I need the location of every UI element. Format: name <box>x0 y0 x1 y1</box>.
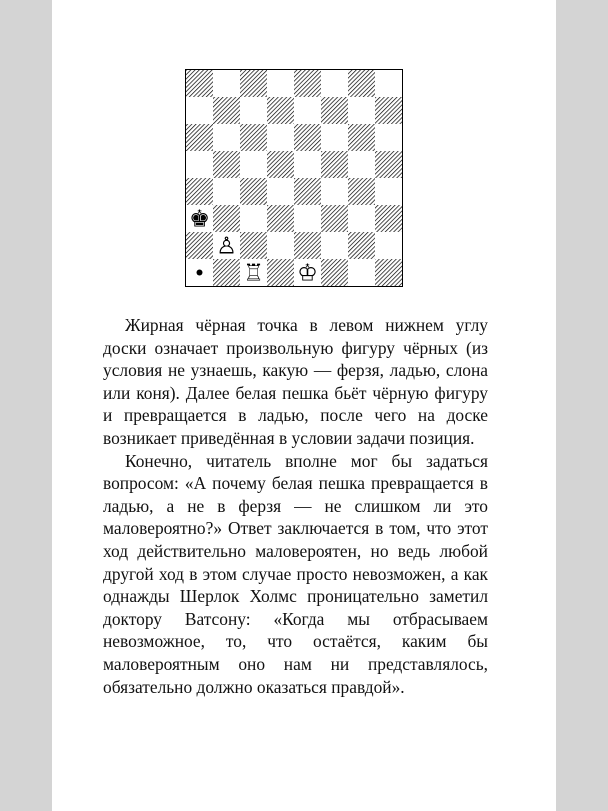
square-g7 <box>348 97 375 124</box>
white-rook-icon: ♖ <box>243 259 264 286</box>
square-f7 <box>321 97 348 124</box>
square-c2 <box>240 232 267 259</box>
square-b1 <box>213 259 240 286</box>
chess-board-svg <box>186 70 402 286</box>
square-h1 <box>375 259 402 286</box>
square-a5 <box>186 151 213 178</box>
black-king-icon: ♚ <box>189 205 210 233</box>
square-f4 <box>321 178 348 205</box>
square-a6 <box>186 124 213 151</box>
square-g3 <box>348 205 375 232</box>
square-e2 <box>294 232 321 259</box>
square-g4 <box>348 178 375 205</box>
square-d7 <box>267 97 294 124</box>
square-e7 <box>294 97 321 124</box>
square-a8 <box>186 70 213 97</box>
square-f6 <box>321 124 348 151</box>
square-c8 <box>240 70 267 97</box>
square-f3 <box>321 205 348 232</box>
square-g2 <box>348 232 375 259</box>
square-g1 <box>348 259 375 286</box>
square-c7 <box>240 97 267 124</box>
chess-board <box>185 69 403 287</box>
square-f5 <box>321 151 348 178</box>
square-b5 <box>213 151 240 178</box>
square-h3 <box>375 205 402 232</box>
square-e6 <box>294 124 321 151</box>
book-page <box>52 0 556 811</box>
square-g8 <box>348 70 375 97</box>
square-h8 <box>375 70 402 97</box>
square-h4 <box>375 178 402 205</box>
square-e4 <box>294 178 321 205</box>
paragraph-1: Жирная чёрная точка в левом нижнем углу доски означает произвольную фигуру чёрных (из условия не узнаешь, какую — ферзя, ладью, слона или коня). Далее белая пешка бьёт чёрную фигуру и превращается в ладью, после чего на доске возникает приведённая в условии задачи позиция. <box>103 315 488 448</box>
square-d3 <box>267 205 294 232</box>
black-dot-icon <box>197 270 203 276</box>
body-text <box>103 314 488 698</box>
square-e5 <box>294 151 321 178</box>
square-d6 <box>267 124 294 151</box>
square-f1 <box>321 259 348 286</box>
square-d4 <box>267 178 294 205</box>
square-a4 <box>186 178 213 205</box>
square-h2 <box>375 232 402 259</box>
square-h7 <box>375 97 402 124</box>
square-b4 <box>213 178 240 205</box>
square-d8 <box>267 70 294 97</box>
square-e8 <box>294 70 321 97</box>
square-d2 <box>267 232 294 259</box>
square-b6 <box>213 124 240 151</box>
square-c5 <box>240 151 267 178</box>
square-d1 <box>267 259 294 286</box>
square-d5 <box>267 151 294 178</box>
square-b8 <box>213 70 240 97</box>
square-f2 <box>321 232 348 259</box>
square-h6 <box>375 124 402 151</box>
white-king-icon: ♔ <box>297 259 318 286</box>
paragraph-2: Конечно, читатель вполне мог бы задаться вопросом: «А почему белая пешка превращается в ладью, а не в ферзя — не слишком ли это маловероятно?» Ответ заключается в том, что этот ход действительно маловероятен, но ведь любой другой ход в этом случае просто невозможен, а как однажды Шерлок Холмс проницательно заметил доктору Ватсону: «Когда мы отбрасываем невозможное, то, что остаётся, каким бы маловероятным оно нам ни представлялось, обязательно должно оказаться правдой». <box>103 450 488 697</box>
square-c3 <box>240 205 267 232</box>
square-f8 <box>321 70 348 97</box>
white-pawn-icon: ♙ <box>216 232 237 260</box>
square-a7 <box>186 97 213 124</box>
square-c4 <box>240 178 267 205</box>
square-b3 <box>213 205 240 232</box>
square-e3 <box>294 205 321 232</box>
square-g6 <box>348 124 375 151</box>
square-b7 <box>213 97 240 124</box>
square-c6 <box>240 124 267 151</box>
square-g5 <box>348 151 375 178</box>
square-h5 <box>375 151 402 178</box>
square-a2 <box>186 232 213 259</box>
